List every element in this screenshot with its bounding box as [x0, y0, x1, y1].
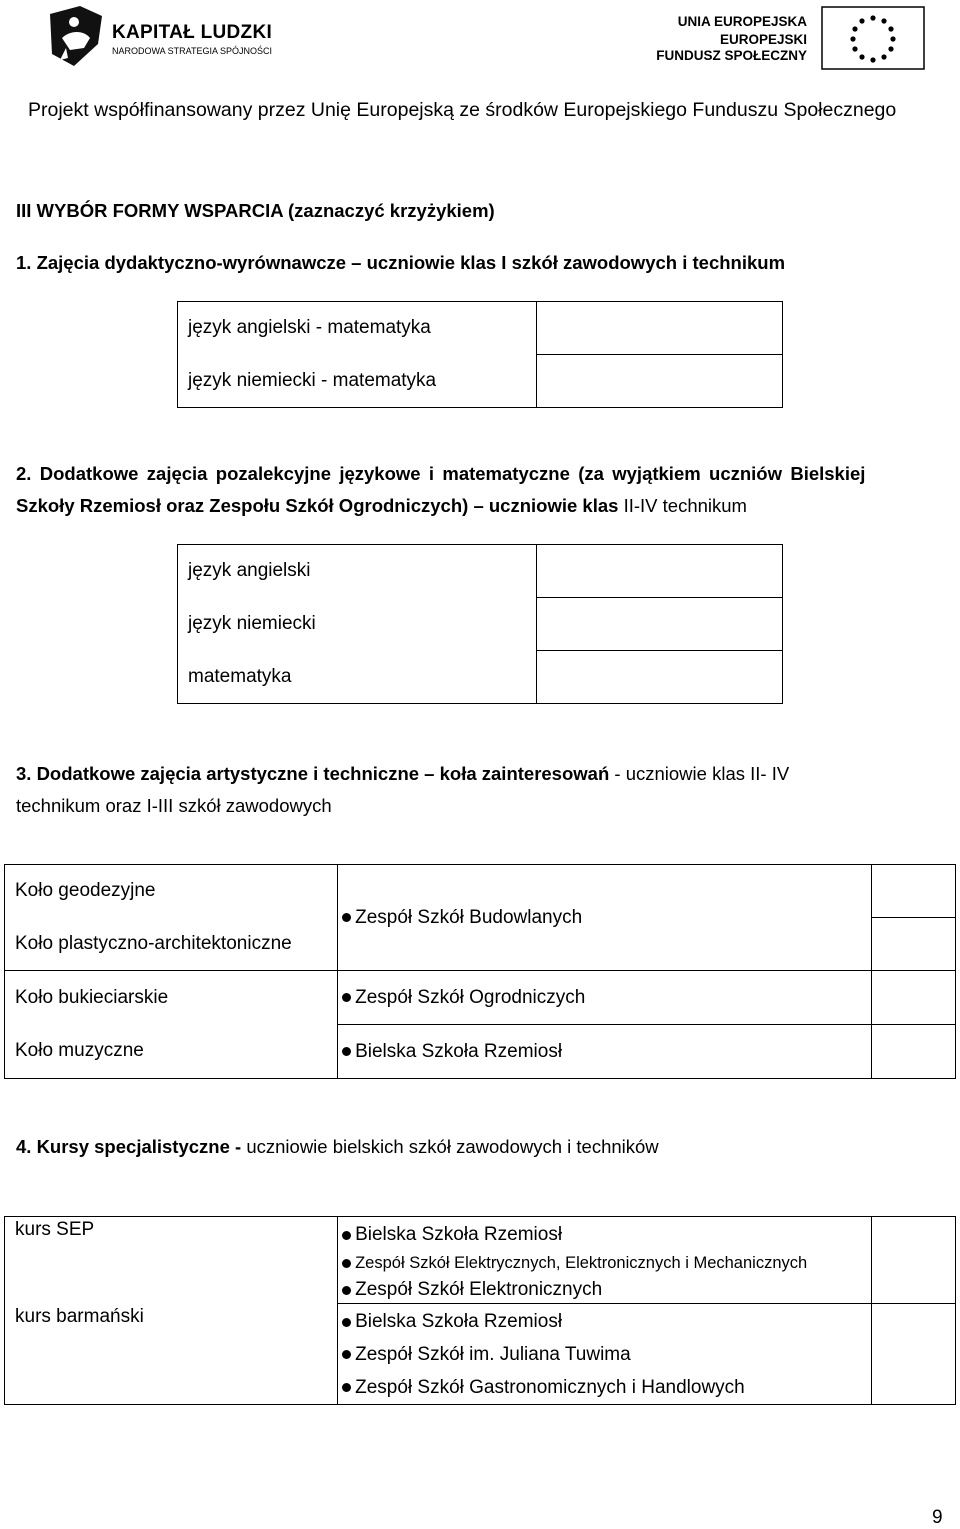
s3-heading-normal: - uczniowie klas II- IV: [609, 763, 790, 784]
s2-row-label: język angielski: [178, 545, 537, 598]
s4-school-label: Zespół Szkół Gastronomicznych i Handlowych: [355, 1376, 745, 1398]
s2-heading-line2-normal: II-IV technikum: [618, 495, 747, 516]
s4-heading: [16, 1136, 659, 1158]
bullet-icon: [342, 1383, 351, 1392]
s4-school-item: [342, 1277, 871, 1303]
s3-school-item: [342, 987, 871, 1009]
s4-heading-bold: 4. Kursy specjalistyczne -: [16, 1136, 242, 1157]
kapital-ludzki-logo: [44, 4, 294, 70]
s3-checkbox-3[interactable]: [872, 971, 956, 1025]
s2-checkbox-3[interactable]: [537, 651, 783, 704]
bullet-icon: [342, 1286, 351, 1295]
bullet-icon: [342, 1259, 351, 1268]
kl-logo-title: KAPITAŁ LUDZKI: [112, 22, 273, 43]
s1-row-label: język angielski - matematyka: [178, 302, 537, 355]
eu-flag-icon: [821, 6, 925, 70]
s1-row-label: język niemiecki - matematyka: [178, 355, 537, 408]
s3-school-item: [342, 1041, 871, 1063]
s3-circle-label: Koło bukieciarskie: [5, 971, 338, 1025]
s3-checkbox-4[interactable]: [872, 1025, 956, 1079]
eu-line-3: FUNDUSZ SPOŁECZNY: [656, 48, 807, 63]
bullet-icon: [342, 1350, 351, 1359]
s2-checkbox-1[interactable]: [537, 545, 783, 598]
s3-checkbox-2[interactable]: [872, 918, 956, 971]
bullet-icon: [342, 1231, 351, 1240]
s4-checkbox-2[interactable]: [872, 1304, 956, 1405]
s3-heading-line2: technikum oraz I-III szkół zawodowych: [16, 795, 332, 816]
s3-circle-label: Koło plastyczno-architektoniczne: [5, 918, 338, 971]
s4-school-label: Bielska Szkoła Rzemiosł: [355, 1224, 563, 1245]
bullet-icon: [342, 1047, 351, 1056]
s4-school-item: [342, 1249, 871, 1277]
bullet-icon: [342, 1318, 351, 1327]
s2-row-label: język niemiecki: [178, 598, 537, 651]
s4-school-label: Zespół Szkół Elektrycznych, Elektronicznych i Mechanicznych: [355, 1253, 808, 1272]
s4-school-label: Bielska Szkoła Rzemiosł: [355, 1311, 563, 1332]
eu-line-1: UNIA EUROPEJSKA: [677, 14, 807, 29]
s3-table: [4, 864, 956, 1079]
s4-school-item: [342, 1371, 871, 1404]
s1-table: [177, 301, 783, 408]
s2-heading-line1: 2. Dodatkowe zajęcia pozalekcyjne językowe i matematyczne (za wyjątkiem uczniów Bielskiej: [16, 463, 866, 484]
bullet-icon: [342, 993, 351, 1002]
s3-school-label: Zespół Szkół Budowlanych: [355, 906, 583, 928]
s2-heading-line2-bold: Szkoły Rzemiosł oraz Zespołu Szkół Ogrodniczych) – uczniowie klas: [16, 495, 619, 516]
s3-heading-line1: [16, 763, 789, 785]
eu-line-2: EUROPEJSKI: [719, 32, 807, 47]
page-number: 9: [932, 1507, 943, 1528]
s4-school-label: Zespół Szkół im. Juliana Tuwima: [355, 1343, 631, 1365]
s1-checkbox-2[interactable]: [537, 355, 783, 408]
s4-school-item: [342, 1306, 871, 1338]
s4-checkbox-1[interactable]: [872, 1217, 956, 1304]
s1-checkbox-1[interactable]: [537, 302, 783, 355]
project-cofinancing-line: Projekt współfinansowany przez Unię Europejską ze środków Europejskiego Funduszu Społecznego: [28, 99, 897, 121]
s2-row-label: matematyka: [178, 651, 537, 704]
s4-school-item: [342, 1221, 871, 1249]
s3-school-label: Bielska Szkoła Rzemiosł: [355, 1040, 563, 1062]
s4-course-label: kurs barmański: [5, 1304, 338, 1405]
s1-heading: 1. Zajęcia dydaktyczno-wyrównawcze – uczniowie klas I szkół zawodowych i technikum: [16, 252, 786, 273]
s3-heading-bold: 3. Dodatkowe zajęcia artystyczne i techniczne – koła zainteresowań: [16, 763, 610, 784]
s3-school-item: [342, 907, 871, 929]
s4-school-item: [342, 1338, 871, 1371]
s3-checkbox-1[interactable]: [872, 865, 956, 918]
s4-heading-normal: uczniowie bielskich szkół zawodowych i techników: [241, 1136, 659, 1157]
bullet-icon: [342, 913, 351, 922]
kl-logo-subtitle: NARODOWA STRATEGIA SPÓJNOŚCI: [112, 46, 273, 56]
eu-efs-logo: [656, 6, 925, 70]
s4-school-label: Zespół Szkół Elektronicznych: [355, 1279, 603, 1300]
s3-circle-label: Koło geodezyjne: [5, 865, 338, 918]
s3-school-label: Zespół Szkół Ogrodniczych: [355, 986, 586, 1008]
section-title: III WYBÓR FORMY WSPARCIA (zaznaczyć krzyżykiem): [16, 200, 495, 221]
s2-heading-line2: [16, 495, 747, 517]
s3-circle-label: Koło muzyczne: [5, 1025, 338, 1079]
kapital-ludzki-emblem-icon: [44, 4, 108, 70]
s4-course-label: kurs SEP: [5, 1217, 338, 1304]
s2-checkbox-2[interactable]: [537, 598, 783, 651]
s2-table: [177, 544, 783, 704]
s4-table: [4, 1216, 956, 1405]
